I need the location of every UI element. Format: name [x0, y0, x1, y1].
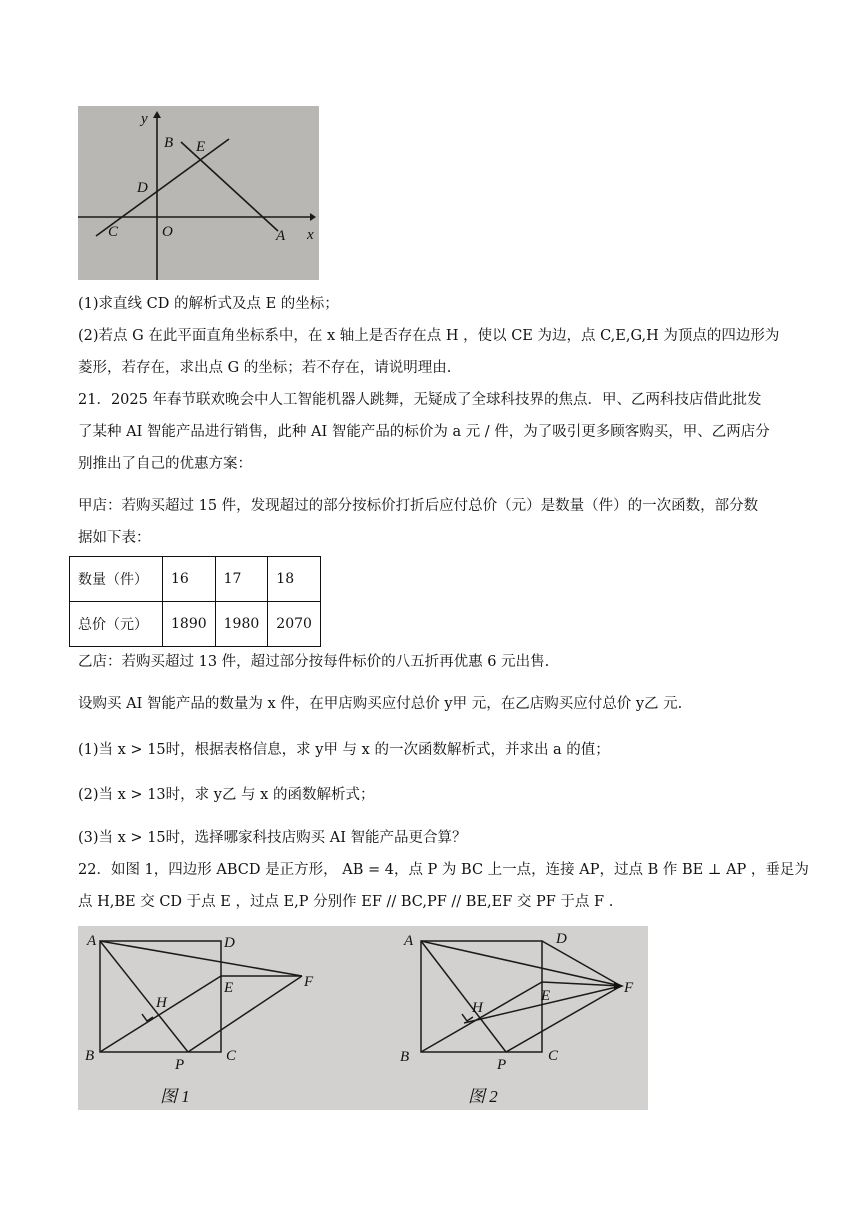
- table-header-total: 总价（元）: [70, 602, 163, 647]
- fig2-label-p: P: [497, 1057, 507, 1073]
- label-x: x: [307, 227, 314, 243]
- q22-line2: 点 H,BE 交 CD 于点 E ，过点 E,P 分别作 EF // BC,PF // BE,EF 交 PF 于点 F .: [78, 894, 614, 910]
- table-cell: 17: [215, 557, 268, 602]
- label-a: A: [276, 228, 286, 244]
- q21-intro-line1: 21．2025 年春节联欢晚会中人工智能机器人跳舞，无疑成了全球科技界的焦点．甲、乙两科技店借此批发: [78, 392, 762, 408]
- table-cell: 16: [163, 557, 216, 602]
- x-arrow-icon: [310, 213, 316, 221]
- q21-jia-line1: 甲店：若购买超过 15 件，发现超过的部分按标价打折后应付总价（元）是数量（件）的一次函数，部分数: [78, 498, 759, 514]
- q21-sub2: (2)当 x > 13时，求 y乙 与 x 的函数解析式；: [78, 787, 375, 803]
- label-c: C: [108, 224, 119, 240]
- fig1-label-p: P: [175, 1057, 185, 1073]
- table-row: [70, 602, 321, 647]
- caption-figure-2: 图 2: [468, 1087, 498, 1106]
- q22-line1: 22．如图 1，四边形 ABCD 是正方形， AB = 4，点 P 为 BC 上一点，连接 AP，过点 B 作 BE ⊥ AP ，垂足为: [78, 862, 809, 878]
- table-cell: 2070: [268, 602, 321, 647]
- y-arrow-icon: [153, 111, 161, 118]
- fig1-label-d: D: [224, 935, 235, 951]
- q21-yi-rule: 乙店：若购买超过 13 件，超过部分按每件标价的八五折再优惠 6 元出售.: [78, 654, 550, 670]
- q21-sub3: (3)当 x > 15时，选择哪家科技店购买 AI 智能产品更合算？: [78, 830, 467, 846]
- label-y: y: [141, 111, 148, 127]
- fig2-label-c: C: [548, 1048, 559, 1064]
- q20-part2-line1: (2)若点 G 在此平面直角坐标系中，在 x 轴上是否存在点 H ，使以 CE 为边，点 C,E,G,H 为顶点的四边形为: [78, 328, 780, 344]
- q21-jia-line2: 据如下表：: [78, 530, 151, 546]
- price-table: [69, 556, 321, 647]
- label-d: D: [137, 180, 148, 196]
- table-cell: 1890: [163, 602, 216, 647]
- q20-part2-line2: 菱形，若存在，求出点 G 的坐标；若不存在，请说明理由.: [78, 360, 452, 376]
- fig2-label-e: E: [541, 988, 551, 1004]
- q20-part1: (1)求直线 CD 的解析式及点 E 的坐标；: [78, 296, 339, 312]
- figure-2-diagram: [421, 941, 621, 1052]
- line-cd: [96, 139, 229, 236]
- table-cell: 1980: [215, 602, 268, 647]
- fig2-label-d: D: [556, 931, 567, 947]
- caption-figure-1: 图 1: [160, 1087, 190, 1106]
- fig1-label-c: C: [226, 1048, 237, 1064]
- q21-sub1: (1)当 x > 15时，根据表格信息，求 y甲 与 x 的一次函数解析式，并求出 a 的值；: [78, 742, 610, 758]
- q21-intro-line2: 了某种 AI 智能产品进行销售，此种 AI 智能产品的标价为 a 元 / 件，为了吸引更多顾客购买，甲、乙两店分: [78, 424, 770, 440]
- fig2-label-b: B: [400, 1049, 410, 1065]
- table-header-quantity: 数量（件）: [70, 557, 163, 602]
- fig2-label-f: F: [624, 980, 634, 996]
- table-row: [70, 557, 321, 602]
- square-figures: [78, 926, 648, 1110]
- label-e: E: [196, 139, 206, 155]
- fig1-label-f: F: [304, 974, 314, 990]
- label-o: O: [162, 224, 173, 240]
- fig2-label-h: H: [472, 1000, 483, 1016]
- coordinate-figure: [78, 106, 319, 280]
- fig1-label-e: E: [224, 980, 234, 996]
- q21-intro-line3: 别推出了自己的优惠方案：: [78, 456, 252, 472]
- point-f-marker-icon: [614, 982, 624, 990]
- figure-1-diagram: [100, 941, 302, 1052]
- label-b: B: [164, 135, 174, 151]
- fig1-label-a: A: [87, 933, 97, 949]
- fig1-label-b: B: [85, 1048, 95, 1064]
- fig2-label-a: A: [404, 933, 414, 949]
- fig1-label-h: H: [156, 995, 167, 1011]
- q21-setup: 设购买 AI 智能产品的数量为 x 件，在甲店购买应付总价 y甲 元，在乙店购买应付总价 y乙 元.: [78, 696, 683, 712]
- table-cell: 18: [268, 557, 321, 602]
